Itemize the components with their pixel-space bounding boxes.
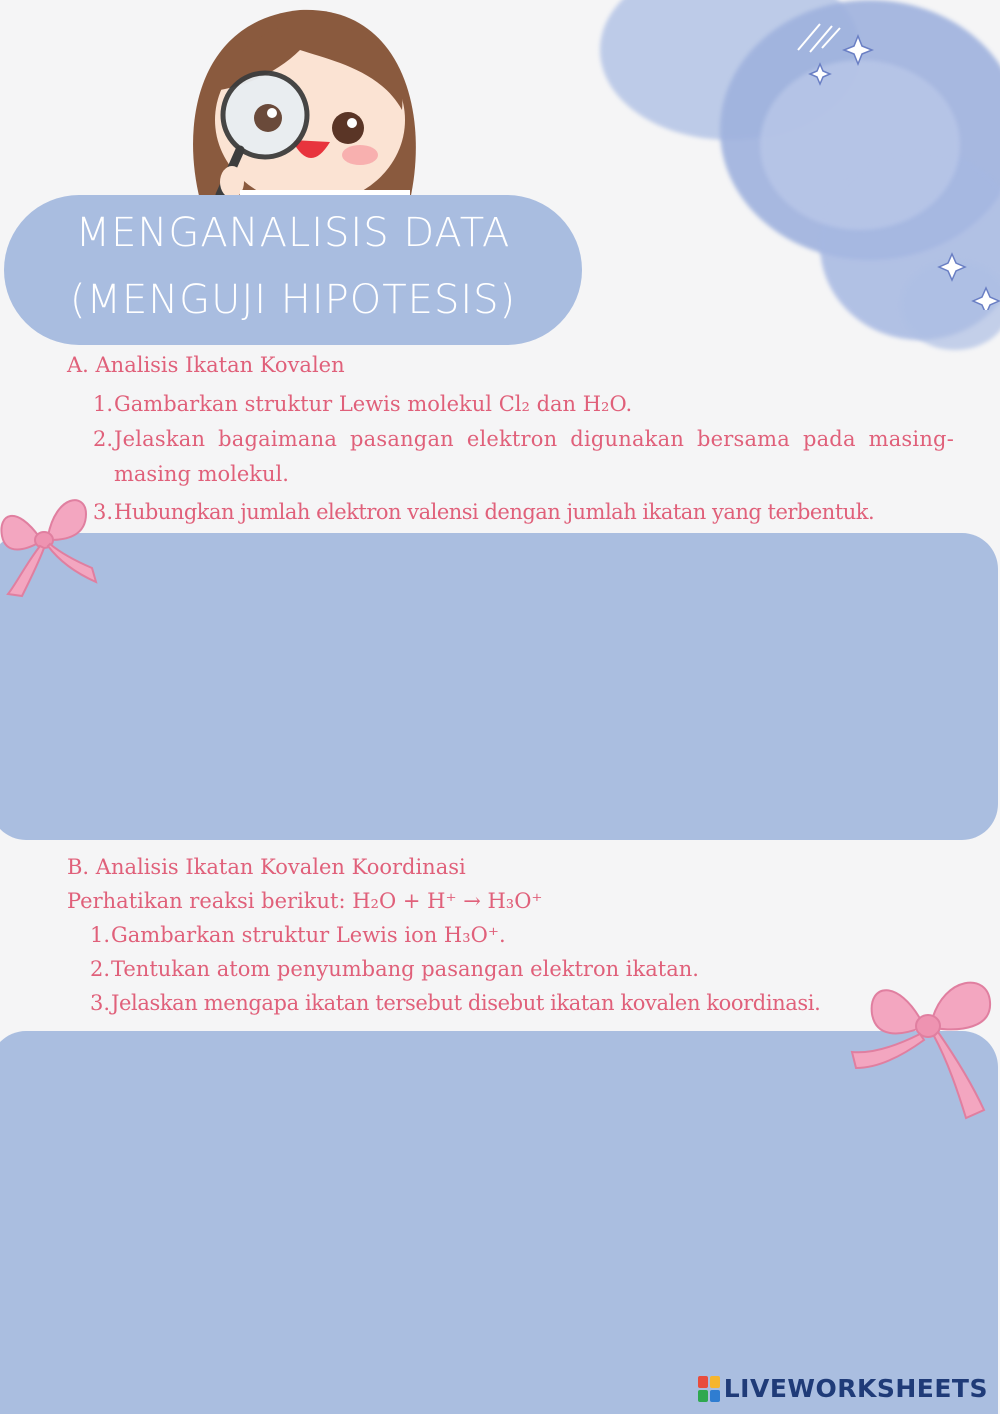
list-item-number: 2. [90,957,111,981]
list-item: Hubungkan jumlah elektron valensi dengan jumlah ikatan yang terbentuk. [114,500,875,524]
liveworksheets-icon [698,1376,720,1402]
list-item-number: 3. [90,991,111,1015]
list-item-number: 3. [93,500,114,524]
page-title-line-2: (MENGUJI HIPOTESIS) [69,277,517,323]
list-item: Jelaskan mengapa ikatan tersebut disebut ikatan kovalen koordinasi. [111,991,821,1015]
page-title-line-1: MENGANALISIS DATA [75,210,511,256]
pink-bow-right [848,958,1000,1126]
list-item-number: 2. [93,427,114,451]
list-item-number: 1. [93,392,114,416]
brand-name: LIVEWORKSHEETS [723,1374,988,1403]
list-item: Jelaskan bagaimana pasangan elektron digunakan bersama pada masing- [114,427,954,451]
pink-bow-left [0,484,104,608]
liveworksheets-logo [698,1374,988,1403]
section-b-intro: Perhatikan reaksi berikut: H₂O + H⁺ → H₃O⁺ [67,889,543,913]
answer-box-a[interactable] [0,533,998,840]
page-title-banner [4,195,582,345]
list-item: Gambarkan struktur Lewis molekul Cl₂ dan H₂O. [114,392,633,416]
section-a-heading: A. Analisis Ikatan Kovalen [67,353,345,377]
section-b-heading: B. Analisis Ikatan Kovalen Koordinasi [67,855,466,879]
list-item-continuation: masing molekul. [114,462,289,486]
girl-with-magnifier-illustration [180,0,430,200]
list-item-number: 1. [90,923,111,947]
list-item: Gambarkan struktur Lewis ion H₃O⁺. [111,923,506,947]
sparkle-icons [780,10,1000,310]
list-item: Tentukan atom penyumbang pasangan elektron ikatan. [111,957,699,981]
